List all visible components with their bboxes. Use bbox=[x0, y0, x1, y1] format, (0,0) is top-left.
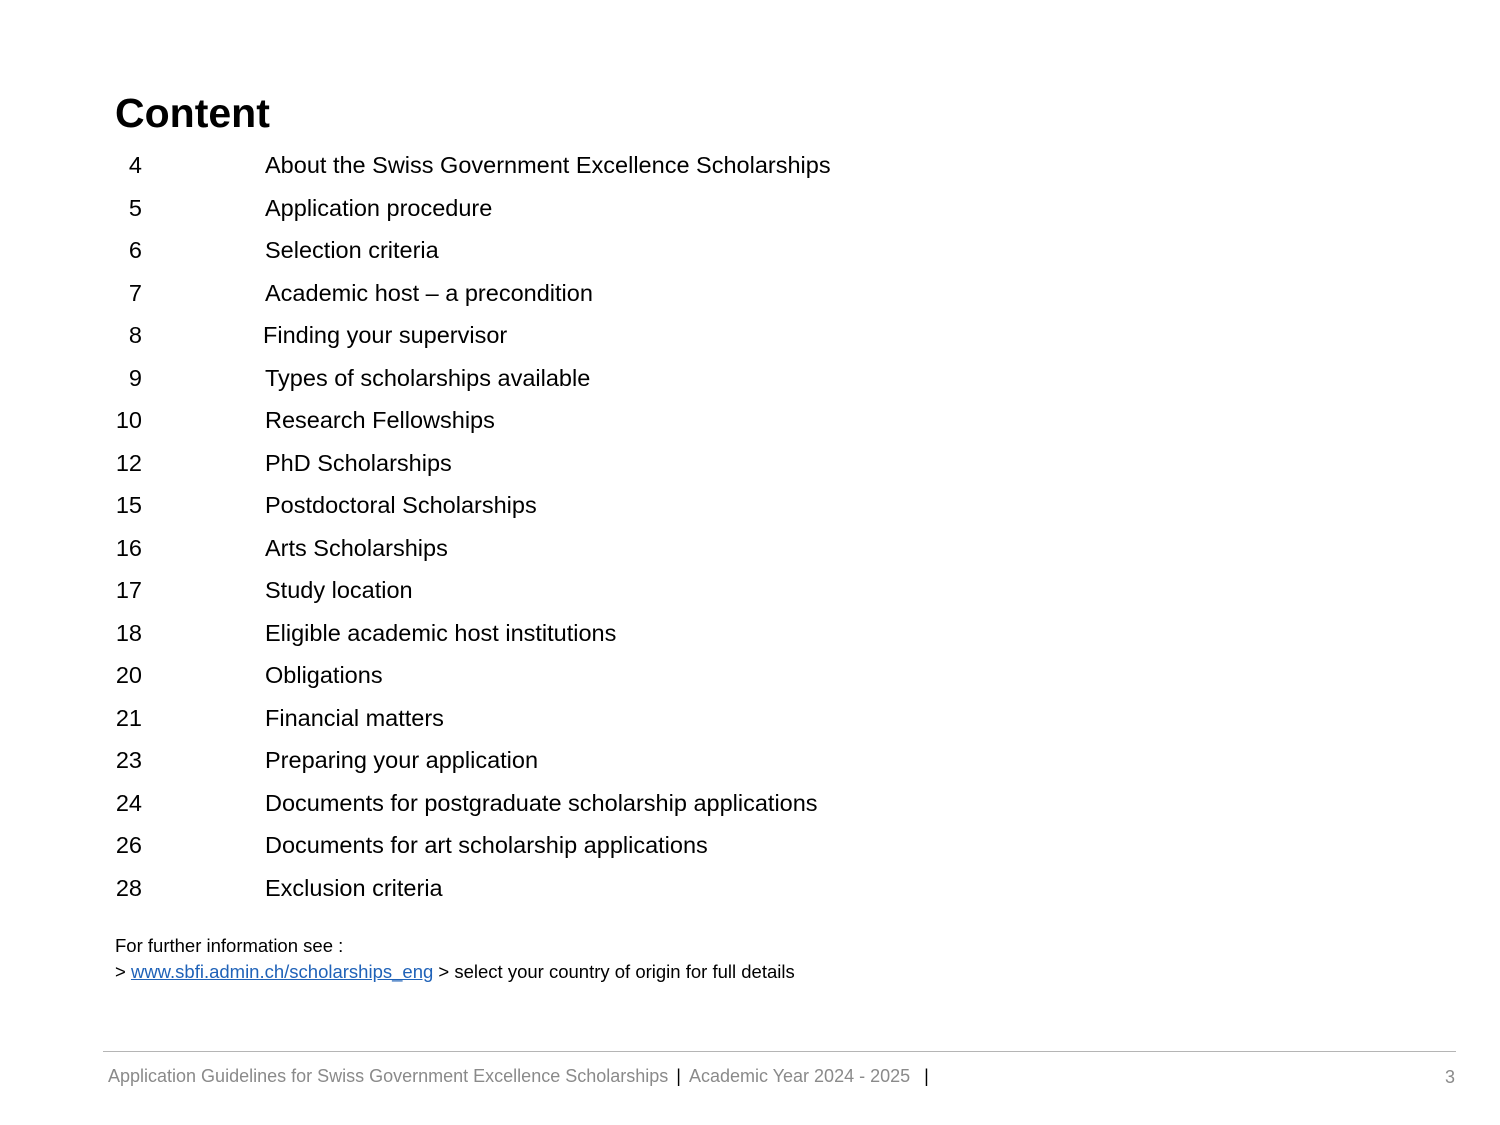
toc-entry bbox=[115, 357, 1015, 400]
footer-separator: | bbox=[676, 1066, 681, 1086]
toc-entry bbox=[115, 314, 1015, 357]
further-information-label: For further information see : bbox=[115, 935, 344, 956]
toc-entry-title: Arts Scholarships bbox=[265, 534, 448, 561]
toc-page-number: 24 bbox=[115, 789, 142, 816]
toc-page-number: 10 bbox=[115, 407, 142, 433]
toc-entry-title: Academic host – a precondition bbox=[265, 279, 593, 306]
toc-entry bbox=[115, 739, 1015, 782]
toc-entry-title: Selection criteria bbox=[265, 237, 439, 263]
toc-page-number: 15 bbox=[115, 492, 142, 518]
link-suffix: > select your country of origin for full details bbox=[438, 960, 795, 982]
toc-entry-title: Postdoctoral Scholarships bbox=[265, 492, 537, 518]
toc-page-number: 6 bbox=[128, 237, 142, 263]
toc-entry bbox=[115, 229, 1015, 272]
toc-page-number: 16 bbox=[115, 534, 142, 561]
toc-entry-title: Documents for art scholarship applications bbox=[265, 832, 708, 858]
footer-separator: | bbox=[924, 1066, 929, 1086]
toc-entry bbox=[115, 654, 1015, 697]
footer bbox=[108, 1064, 929, 1088]
page-title: Content bbox=[115, 90, 270, 136]
toc-page-number: 18 bbox=[115, 619, 142, 646]
toc-page-number: 7 bbox=[128, 279, 142, 306]
toc-entry-title: Types of scholarships available bbox=[265, 364, 591, 391]
toc-page-number: 20 bbox=[115, 662, 142, 688]
toc-page-number: 17 bbox=[115, 577, 142, 603]
toc-entry bbox=[115, 187, 1015, 230]
toc-page-number: 21 bbox=[115, 704, 142, 731]
toc-page-number: 26 bbox=[115, 832, 142, 858]
toc-entry-title: Obligations bbox=[265, 662, 383, 688]
toc-entry bbox=[115, 272, 1015, 315]
toc-entry-title: About the Swiss Government Excellence Scholarships bbox=[265, 152, 831, 178]
toc-entry-title: Study location bbox=[265, 577, 413, 603]
further-information-link-line bbox=[115, 959, 795, 985]
toc-page-number: 23 bbox=[115, 747, 142, 773]
toc-entry bbox=[115, 697, 1015, 740]
page-number: 3 bbox=[1444, 1067, 1455, 1087]
toc-page-number: 9 bbox=[128, 364, 142, 391]
toc-page-number: 5 bbox=[128, 194, 142, 221]
toc-entry-title: Finding your supervisor bbox=[263, 322, 508, 348]
toc-entry bbox=[115, 442, 1015, 485]
toc-entry-title: Research Fellowships bbox=[265, 407, 495, 433]
toc-entry bbox=[115, 144, 1015, 187]
footer-divider bbox=[103, 1051, 1456, 1052]
toc-entry-title: Exclusion criteria bbox=[265, 874, 443, 901]
toc-page-number: 4 bbox=[128, 152, 142, 178]
toc-page-number: 8 bbox=[128, 322, 142, 348]
footer-academic-year: Academic Year 2024 - 2025 bbox=[688, 1066, 911, 1086]
toc-entry-title: PhD Scholarships bbox=[265, 449, 452, 476]
toc-entry bbox=[115, 782, 1015, 825]
toc-entry bbox=[115, 612, 1015, 655]
toc-entry bbox=[115, 569, 1015, 612]
toc-entry bbox=[115, 867, 1015, 910]
toc-entry-title: Financial matters bbox=[265, 704, 444, 731]
toc-entry bbox=[115, 399, 1015, 442]
toc-entry bbox=[115, 527, 1015, 570]
toc-entry-title: Documents for postgraduate scholarship applications bbox=[265, 789, 818, 816]
link-prefix: > bbox=[115, 960, 126, 982]
toc-entry-title: Eligible academic host institutions bbox=[265, 619, 617, 646]
toc-page-number: 28 bbox=[115, 874, 142, 901]
toc-page-number: 12 bbox=[115, 449, 142, 476]
further-information bbox=[115, 933, 795, 984]
toc-entry bbox=[115, 824, 1015, 867]
table-of-contents bbox=[115, 144, 1015, 909]
toc-entry-title: Application procedure bbox=[265, 194, 493, 221]
toc-entry-title: Preparing your application bbox=[265, 747, 539, 773]
scholarships-link[interactable]: www.sbfi.admin.ch/scholarships_eng bbox=[130, 960, 434, 982]
footer-document-title: Application Guidelines for Swiss Government Excellence Scholarships bbox=[108, 1066, 669, 1086]
toc-entry bbox=[115, 484, 1015, 527]
